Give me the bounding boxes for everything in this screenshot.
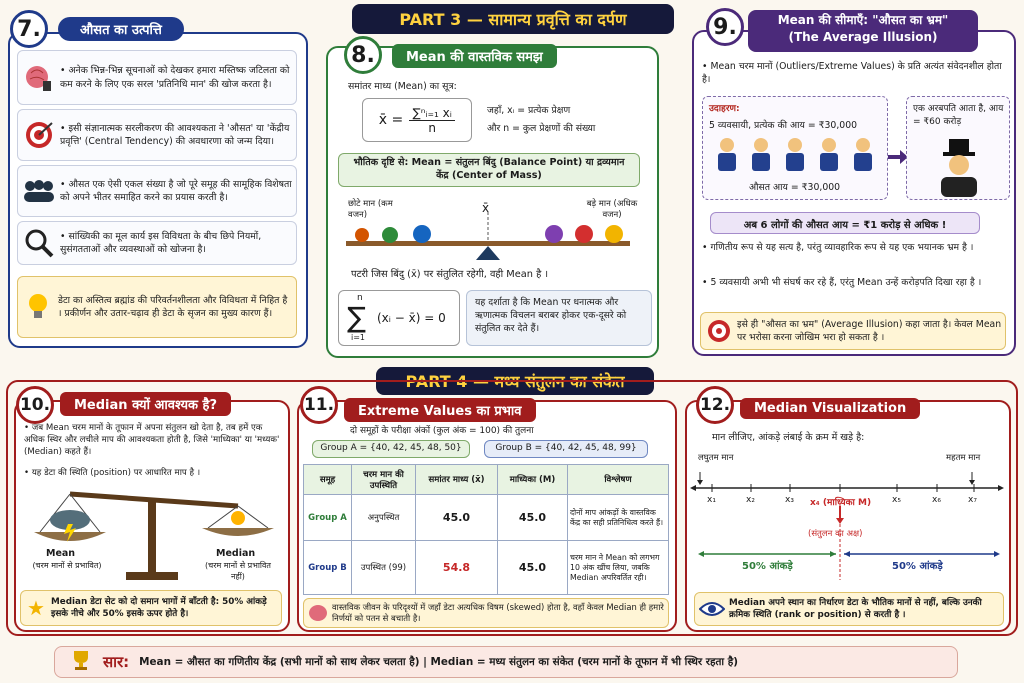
p10-bullet-1: • जब Mean चरम मानों के तूफान में अपना संतुलन खो देता है, तब हमें एक अधिक स्थिर और लचीले माप की आवश्यकता होती है, जिसे 'माध्यिका' या 'मध्यक' (Median) कहते हैं।: [24, 423, 280, 458]
p8-sum-box: [338, 290, 460, 346]
group-icon: [18, 178, 60, 204]
p9-intro: • Mean चरम मानों (Outliers/Extreme Values) के प्रति अत्यंत संवेदनशील होता है।: [702, 61, 1002, 86]
p8-formula-denominator: n: [409, 120, 455, 135]
p8-formula-label: समांतर माध्य (Mean) का सूत्र:: [348, 81, 457, 92]
p9-note: [700, 312, 1006, 350]
p11-th: माध्यिका (M): [498, 465, 568, 495]
part4-banner: PART 4 — मध्य संतुलन का संकेत: [376, 367, 654, 395]
p12-right-label: 50% आंकड़े: [892, 561, 943, 572]
p11-group-a: Group A = {40, 42, 45, 48, 50}: [312, 440, 470, 458]
p8-where-2: और n = कुल प्रेक्षणों की संख्या: [487, 123, 596, 134]
p11-th: चरम मान की उपस्थिति: [352, 465, 416, 495]
p8-balance-text: पटरी जिस बिंदु (x̄) पर संतुलित रहेगी, वही Mean है ।: [351, 269, 549, 280]
panel-12-title: Median Visualization: [740, 398, 920, 419]
p8-formula-numerator: ∑ⁿᵢ₌₁ xᵢ: [412, 105, 452, 120]
p10-mean-label: Mean: [46, 548, 76, 559]
magnifier-icon: [18, 228, 60, 258]
p12-note: [694, 592, 1004, 626]
p11-th: विश्लेषण: [568, 465, 669, 495]
p8-sum-top: n: [357, 293, 363, 303]
p10-bullet-2: • यह डेटा की स्थिति (position) पर आधारित माप है ।: [24, 468, 201, 478]
p9-bullet-1: • गणितीय रूप से यह सत्य है, परंतु व्यावहारिक रूप से यह एक भयानक भ्रम है ।: [702, 242, 974, 253]
p7-item-text: • अनेक भिन्न-भिन्न सूचनाओं को देखकर हमारा मस्तिष्क जटिलता को कम करने के लिए एक सरल 'प्रतिनिधि मान' की खोज करता है।: [60, 65, 290, 90]
p11-cell: Group B: [304, 541, 352, 595]
panel-8-number: 8.: [344, 36, 382, 74]
p9-avg-text: औसत आय = ₹30,000: [749, 182, 841, 193]
p12-tick-3: x₃: [785, 495, 794, 505]
p12-intro: मान लीजिए, आंकड़े लंबाई के क्रम में खड़े है:: [712, 432, 865, 443]
p7-item-text: • औसत एक ऐसी एकल संख्या है जो पूरे समूह की सामूहिक विशेषता को अपने भीतर समाहित करने का प्रयास करती है।: [60, 178, 292, 203]
p12-tick-4: x₄ (माध्यिका M): [810, 498, 872, 508]
p11-cell: चरम मान ने Mean को लगभग 10 अंक खींच लिया, जबकि Median अपरिवर्तित रही।: [568, 541, 669, 595]
p11-cell: उपस्थित (99): [352, 541, 416, 595]
p12-tick-6: x₆: [932, 495, 941, 505]
p11-note-text: वास्तविक जीवन के परिदृश्यों में जहाँ डेटा अत्यधिक विषम (skewed) होता है, वहाँ केवल Median ही हमारे निर्णयों को पतन से बचाती है।: [332, 601, 664, 623]
p11-cell: 45.0: [416, 495, 498, 541]
p9-billionaire-box: [906, 96, 1010, 200]
brain-icon: [304, 604, 332, 622]
p7-note-text: डेटा का अस्तित्व ब्रह्मांड की परिवर्तनशीलता और विविधता में निहित है । प्रकीर्णन और उतार-चढ़ाव ही डेटा के सृजन का मुख्य कारण हैं।: [58, 294, 288, 319]
p8-formula-box: [362, 98, 472, 142]
p7-item-text: • इसी संज्ञानात्मक सरलीकरण की आवश्यकता ने 'औसत' या 'केंद्रीय प्रवृत्ति' (Central Tendency) की अवधारणा को जन्म दिया।: [60, 122, 290, 147]
panel-8-title: Mean की वास्तविक समझ: [392, 44, 557, 68]
p8-where-1: जहाँ, xᵢ = प्रत्येक प्रेक्षण: [487, 105, 571, 116]
billionaire-icon: [937, 139, 981, 197]
p9-title-line2: (The Average Illusion): [788, 30, 938, 45]
p8-small-label: छोटे मान (कम वजन): [348, 199, 393, 220]
p12-left-label: 50% आंकड़े: [742, 561, 793, 572]
panel-10-title: Median क्यों आवश्यक है?: [60, 392, 231, 416]
p12-tick-2: x₂: [746, 495, 755, 505]
p10-mean-sub: (चरम मानों से प्रभावित): [32, 561, 102, 570]
p9-example-box: [702, 96, 888, 200]
panel-11-number: 11.: [300, 386, 338, 424]
panel-7-title: औसत का उत्पत्ति: [58, 17, 184, 41]
p7-item-target: [17, 109, 297, 161]
p7-item-text: • सांख्यिकी का मूल कार्य इस विविधता के बीच छिपे नियमों, सुसंगतताओं और व्यवस्थाओं को खोजना है।: [60, 230, 262, 255]
p8-sum-expr: (xᵢ − x̄) = 0: [377, 311, 446, 325]
p11-note: [303, 598, 669, 628]
table-row: [304, 541, 669, 595]
p7-item-brain: [17, 50, 297, 105]
panel-10-number: 10.: [16, 386, 54, 424]
p9-billionaire-text: एक अरबपति आता है, आय = ₹60 करोड़: [913, 104, 1004, 127]
p11-cell: दोनों माप आंकड़ों के वास्तविक केंद्र का सही प्रतिनिधित्व करते हैं।: [568, 495, 669, 541]
p10-note: [20, 590, 282, 626]
p12-max-label: महतम मान: [946, 453, 981, 463]
panel-12-number: 12.: [696, 386, 734, 424]
businessmen-icons: [713, 137, 883, 177]
p12-tick-1: x₁: [707, 495, 716, 505]
panel-9-title: [748, 10, 978, 52]
seesaw-diagram: [340, 210, 640, 260]
summary-text: Mean = औसत का गणितीय केंद्र (सभी मानों को साथ लेकर चलता है) | Median = मध्य संतुलन का संकेत (चरम मानों के तूफान में भी स्थिर रहता है): [139, 656, 738, 668]
p11-cell: अनुपस्थित: [352, 495, 416, 541]
star-icon: ★: [27, 596, 45, 620]
p11-cell: 45.0: [498, 495, 568, 541]
p12-tick-5: x₅: [892, 495, 901, 505]
p8-xbar-label: x̄: [482, 201, 490, 215]
p9-example-label: उदाहरण:: [709, 104, 740, 114]
table-row: [304, 495, 669, 541]
p8-formula-lhs: x̄ =: [378, 112, 404, 128]
p11-th: समांतर माध्य (x̄): [416, 465, 498, 495]
p8-physical-box: भौतिक दृष्टि से: Mean = संतुलन बिंदु (Balance Point) या द्रव्यमान केंद्र (Center of Mass): [338, 153, 640, 187]
summary-bar: [54, 646, 958, 678]
p9-bullet-2: • 5 व्यवसायी अभी भी संघर्ष कर रहे हैं, एरंतु Mean उन्हें करोड़पति दिखा रहा है ।: [702, 277, 982, 288]
p10-note-text: Median डेटा सेट को दो समान भागों में बाँटती है: 50% आंकड़े इसके नीचे और 50% इसके ऊपर होते है।: [51, 596, 267, 619]
lightbulb-icon: [18, 292, 58, 322]
p8-sum-symbol: ∑: [347, 301, 366, 334]
panel-9-number: 9.: [706, 8, 744, 46]
p11-cell: Group A: [304, 495, 352, 541]
panel-11-title: Extreme Values का प्रभाव: [344, 398, 536, 422]
eye-icon: [695, 601, 729, 617]
p12-axis-label: (संतुलन का अक्ष): [808, 529, 863, 539]
p10-median-sub: (चरम मानों से प्रभावित नहीं): [205, 561, 271, 581]
brain-icon: [18, 63, 60, 93]
p10-median-label: Median: [216, 548, 256, 559]
p11-cell: 45.0: [498, 541, 568, 595]
p11-table: [303, 464, 669, 595]
p7-item-group: [17, 165, 297, 217]
p12-tick-7: x₇: [968, 495, 977, 505]
summary-label: सार:: [103, 653, 130, 671]
p12-note-text: Median अपने स्थान का निर्धारण डेटा के भौतिक मानों से नहीं, बल्कि उनकी क्रमिक स्थिति (rank or position) से करती है ।: [729, 597, 982, 620]
p11-subtitle: दो समूहों के परीक्षा अंकों (कुल अंक = 100) की तुलना: [350, 426, 534, 436]
target-icon: [701, 319, 737, 343]
p7-note: [17, 276, 297, 338]
p8-explain: यह दर्शाता है कि Mean पर धनात्मक और ऋणात्मक विचलन बराबर होकर एक-दूसरे को संतुलित कर देते हैं।: [466, 290, 652, 346]
panel-7-number: 7.: [10, 10, 48, 48]
p11-cell: 54.8: [416, 541, 498, 595]
p9-title-line1: Mean की सीमाएँ: "औसत का भ्रम": [777, 13, 949, 27]
p12-min-label: लघुतम मान: [698, 453, 734, 463]
p9-result: अब 6 लोगों की औसत आय = ₹1 करोड़ से अधिक !: [710, 212, 980, 234]
p11-group-b: Group B = {40, 42, 45, 48, 99}: [484, 440, 648, 458]
p9-note-text: इसे ही "औसत का भ्रम" (Average Illusion) कहा जाता है। केवल Mean पर भरोसा करना जोखिम भरा हो सकता है ।: [737, 318, 1002, 343]
p9-example-text: 5 व्यवसायी, प्रत्येक की आय = ₹30,000: [709, 120, 858, 131]
arrow-right-icon: [888, 150, 908, 164]
p7-item-search: [17, 221, 297, 265]
p8-sum-bottom: i=1: [351, 333, 366, 342]
target-icon: [18, 120, 60, 150]
part3-banner: PART 3 — सामान्य प्रवृत्ति का दर्पण: [352, 4, 674, 34]
p11-th: समूह: [304, 465, 352, 495]
number-line-diagram: [690, 462, 1008, 582]
trophy-icon: [69, 649, 93, 675]
p8-big-label: बड़े मान (अधिक वजन): [586, 199, 638, 220]
